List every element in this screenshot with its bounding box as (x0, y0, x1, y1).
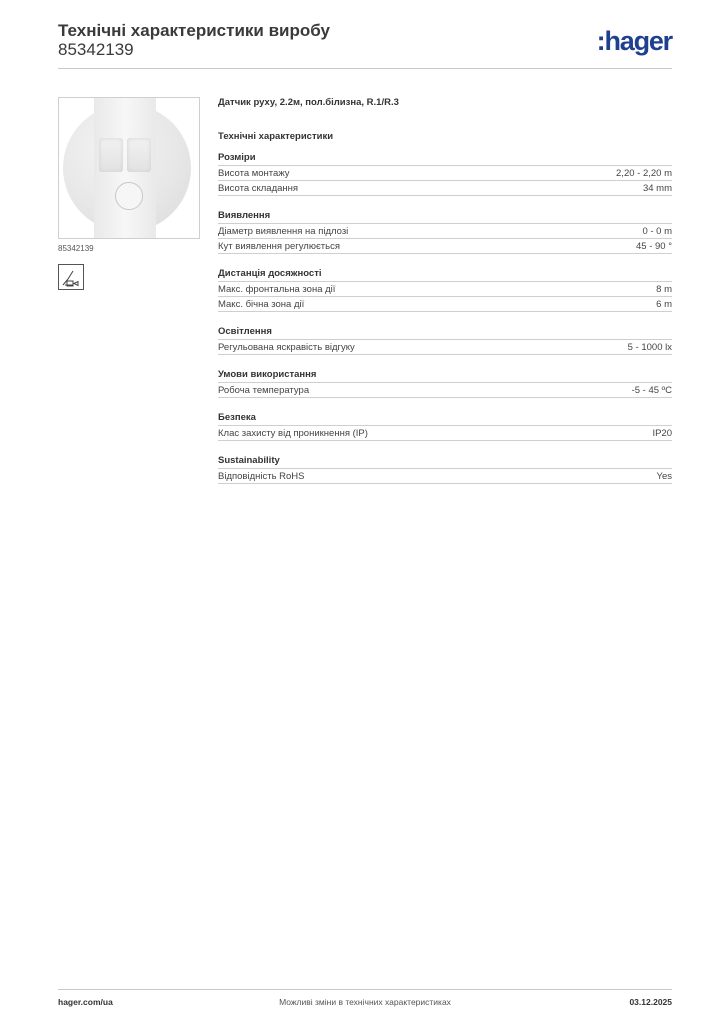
spec-row: Робоча температура -5 - 45 ºC (218, 385, 672, 396)
spec-row: Відповідність RoHS Yes (218, 471, 672, 482)
spec-row: Макс. бічна зона дії 6 m (218, 299, 672, 310)
document-date: 03.12.2025 (629, 997, 672, 1007)
image-caption: 85342139 (58, 244, 94, 253)
specs-heading: Технічні характеристики (218, 131, 334, 142)
section-heading: Безпека (218, 412, 672, 426)
spec-row: Висота складання 34 mm (218, 183, 672, 194)
product-code: 85342139 (58, 40, 134, 59)
header-divider (58, 68, 672, 69)
section-heading: Дистанція досяжності (218, 268, 672, 282)
change-notice: Можливі зміни в технічних характеристиках (279, 997, 451, 1007)
section-heading: Sustainability (218, 455, 672, 469)
product-name: Датчик руху, 2.2м, пол.білизна, R.1/R.3 (218, 97, 399, 108)
spec-row: Макс. фронтальна зона дії 8 m (218, 284, 672, 295)
spec-row: Діаметр виявлення на підлозі 0 - 0 m (218, 226, 672, 237)
spec-row: Клас захисту від проникнення (IP) IP20 (218, 428, 672, 439)
footer-divider (58, 989, 672, 990)
motion-sensor-image (58, 97, 200, 239)
spec-row: Регульована яскравість відгуку 5 - 1000 lx (218, 342, 672, 353)
specs-panel (218, 95, 672, 484)
motion-detector-symbol-icon (58, 264, 84, 290)
section-heading: Розміри (218, 152, 672, 166)
spec-row: Висота монтажу 2,20 - 2,20 m (218, 168, 672, 179)
website-link[interactable]: hager.com/ua (58, 997, 113, 1007)
page-title: Технічні характеристики виробу (58, 21, 330, 40)
hager-logo: :hager (596, 26, 672, 56)
section-heading: Умови використання (218, 369, 672, 383)
section-heading: Освітлення (218, 326, 672, 340)
section-heading: Виявлення (218, 210, 672, 224)
spec-row: Кут виявлення регулюється 45 - 90 ° (218, 241, 672, 252)
